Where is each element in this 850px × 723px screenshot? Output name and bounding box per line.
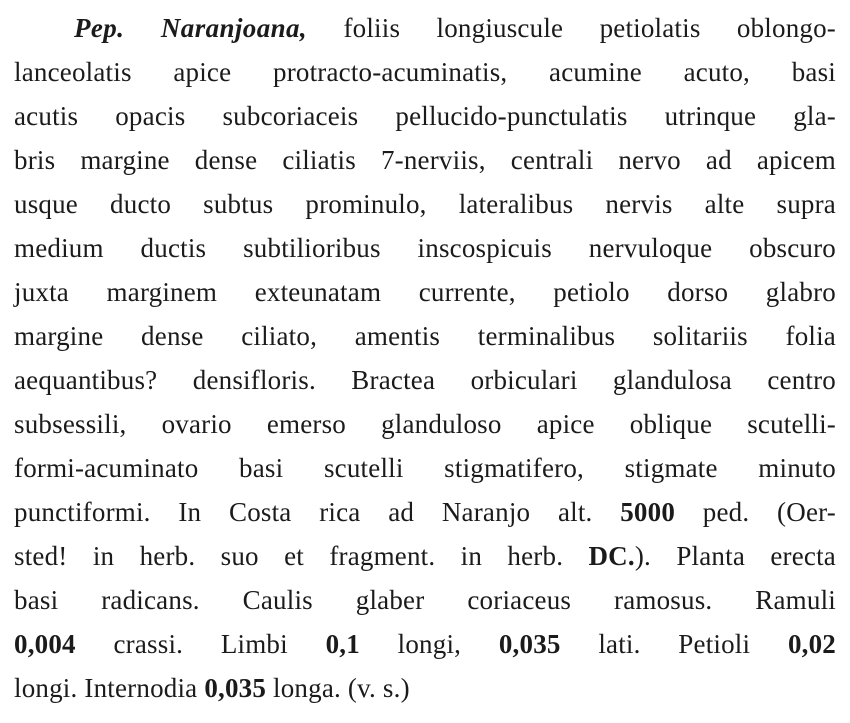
text-line-4: bris margine dense ciliatis 7-nerviis, centrali nervo ad apicem	[14, 145, 836, 175]
text-line-15	[14, 622, 836, 666]
internodia-length: 0,035	[204, 673, 267, 703]
text-line-6: medium ductis subtilioribus inscospicuis nervuloque obscuro	[14, 233, 836, 263]
text-line-12-b: ped. (Oer-	[675, 497, 836, 527]
text-line-13	[14, 534, 836, 578]
text-line-13-b: ). Planta erecta	[634, 541, 836, 571]
text-line-5: usque ducto subtus prominulo, lateralibus nervis alte supra	[14, 189, 836, 219]
text-line-13-a: sted! in herb. suo et fragment. in herb.	[14, 541, 589, 571]
text-line-16	[14, 666, 410, 710]
text-line-11: formi-acuminato basi scutelli stigmatifero, stigmate minuto	[14, 453, 836, 483]
text-line-16-b: longa. (v. s.)	[266, 673, 410, 703]
text-line-1	[74, 6, 836, 50]
limbi-width: 0,035	[498, 629, 561, 659]
text-line-15-b: longi,	[359, 629, 499, 659]
species-name: Pep. Naranjoana,	[74, 13, 308, 43]
text-line-16-a: longi. Internodia	[14, 673, 205, 703]
text-line-15-a: crassi. Limbi	[75, 629, 326, 659]
text-line-9: aequantibus? densifloris. Bractea orbiculari glandulosa centro	[14, 365, 836, 395]
text-line-12-a: punctiformi. In Costa rica ad Naranjo alt.	[14, 497, 621, 527]
text-line-10: subsessili, ovario emerso glanduloso apice oblique scutelli-	[14, 409, 836, 439]
altitude-value: 5000	[620, 497, 676, 527]
text-line-15-c: lati. Petioli	[560, 629, 788, 659]
petioli-length: 0,02	[787, 629, 836, 659]
limbi-length: 0,1	[325, 629, 360, 659]
text-line-14: basi radicans. Caulis glaber coriaceus ramosus. Ramuli	[14, 585, 836, 615]
text-line-2: lanceolatis apice protracto-acuminatis, acumine acuto, basi	[14, 57, 836, 87]
text-line-3: acutis opacis subcoriaceis pellucido-punctulatis utrinque gla-	[14, 101, 836, 131]
text-line-7: juxta marginem exteunatam currente, petiolo dorso glabro	[14, 277, 836, 307]
ramuli-thickness: 0,004	[14, 629, 76, 659]
text-line-12	[14, 490, 836, 534]
text-line-1-rest: foliis longiuscule petiolatis oblongo-	[307, 13, 837, 43]
herbarium-dc: DC.	[588, 541, 635, 571]
text-line-8: margine dense ciliato, amentis terminalibus solitariis folia	[14, 321, 836, 351]
